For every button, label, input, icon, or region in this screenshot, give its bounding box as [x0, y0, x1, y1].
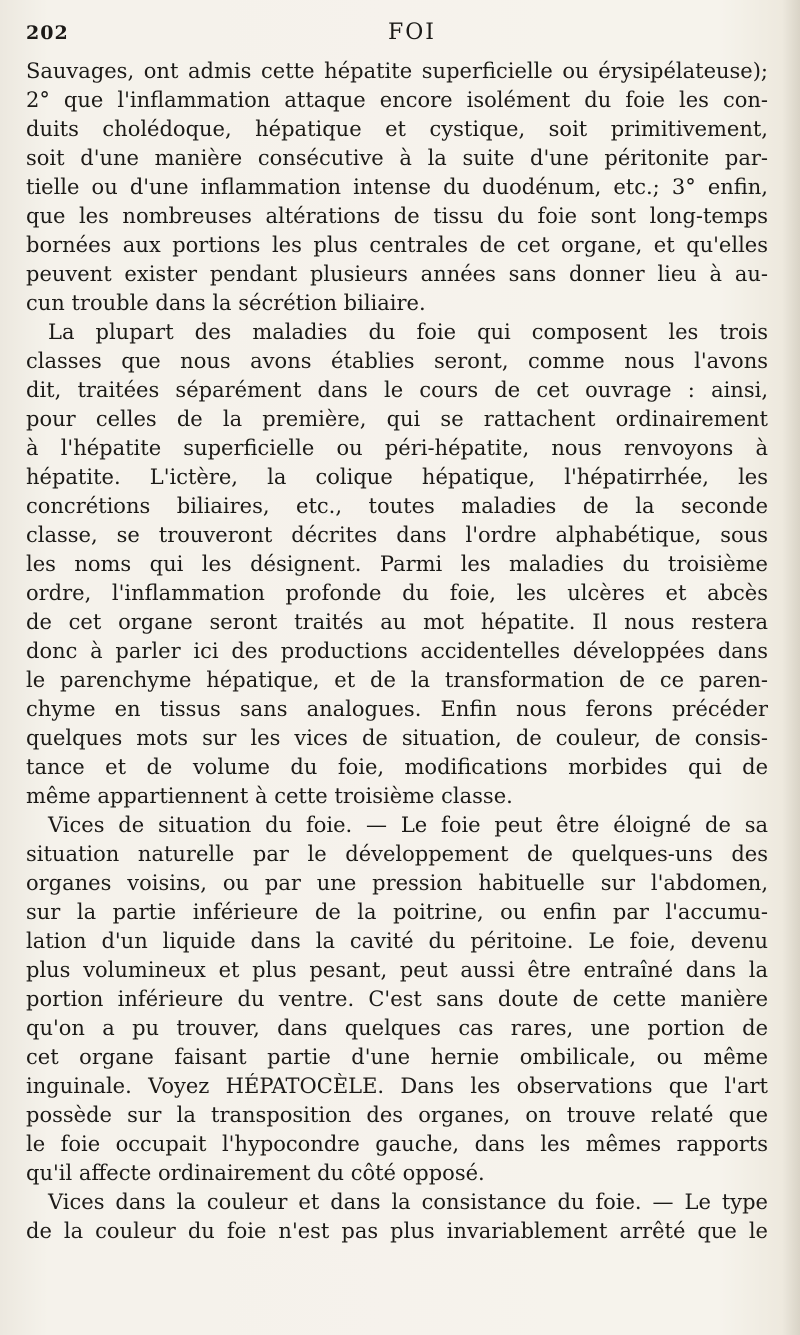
text-line: de cet organe seront traités au mot hépatite. Il nous restera: [26, 610, 768, 634]
text-line: de la couleur du foie n'est pas plus invariablement arrêté que le: [26, 1219, 768, 1243]
running-title: FOI: [388, 20, 436, 45]
text-line: duits cholédoque, hépatique et cystique, soit primitivement,: [26, 117, 768, 141]
text-line: peuvent exister pendant plusieurs années sans donner lieu à au-: [26, 262, 768, 286]
page-number: 202: [26, 22, 69, 44]
text-line: ordre, l'inflammation profonde du foie, les ulcères et abcès: [26, 581, 768, 605]
text-line: Vices de situation du foie. — Le foie peut être éloigné de sa: [48, 813, 768, 837]
text-line: plus volumineux et plus pesant, peut aussi être entraîné dans la: [26, 958, 768, 982]
text-line: donc à parler ici des productions accidentelles développées dans: [26, 639, 768, 663]
text-line: lation d'un liquide dans la cavité du péritoine. Le foie, devenu: [26, 929, 768, 953]
text-line: concrétions biliaires, etc., toutes maladies de la seconde: [26, 494, 768, 518]
text-line: organes voisins, ou par une pression habituelle sur l'abdomen,: [26, 871, 768, 895]
text-line: inguinale. Voyez HÉPATOCÈLE. Dans les observations que l'art: [26, 1074, 768, 1098]
text-line: que les nombreuses altérations de tissu du foie sont long-temps: [26, 204, 768, 228]
page-edge-shadow: [782, 0, 800, 1335]
text-line: pour celles de la première, qui se rattachent ordinairement: [26, 407, 768, 431]
text-line: dit, traitées séparément dans le cours de cet ouvrage : ainsi,: [26, 378, 768, 402]
text-line: portion inférieure du ventre. C'est sans doute de cette manière: [26, 987, 768, 1011]
text-line: tielle ou d'une inflammation intense du duodénum, etc.; 3° enfin,: [26, 175, 768, 199]
text-line: La plupart des maladies du foie qui composent les trois: [48, 320, 768, 344]
text-line: 2° que l'inflammation attaque encore isolément du foie les con-: [26, 88, 768, 112]
text-line: possède sur la transposition des organes, on trouve relaté que: [26, 1103, 768, 1127]
text-line: quelques mots sur les vices de situation, de couleur, de consis-: [26, 726, 768, 750]
text-line: à l'hépatite superficielle ou péri-hépatite, nous renvoyons à: [26, 436, 768, 460]
text-line: chyme en tissus sans analogues. Enfin nous ferons précéder: [26, 697, 768, 721]
text-line: les noms qui les désignent. Parmi les maladies du troisième: [26, 552, 768, 576]
text-line: classe, se trouveront décrites dans l'ordre alphabétique, sous: [26, 523, 768, 547]
text-line: cet organe faisant partie d'une hernie ombilicale, ou même: [26, 1045, 768, 1069]
text-line: tance et de volume du foie, modifications morbides qui de: [26, 755, 768, 779]
text-line: soit d'une manière consécutive à la suite d'une péritonite par-: [26, 146, 768, 170]
text-line: bornées aux portions les plus centrales de cet organe, et qu'elles: [26, 233, 768, 257]
text-line: sur la partie inférieure de la poitrine, ou enfin par l'accumu-: [26, 900, 768, 924]
text-line: qu'il affecte ordinairement du côté opposé.: [26, 1161, 485, 1185]
text-line: cun trouble dans la sécrétion biliaire.: [26, 291, 426, 315]
text-line: même appartiennent à cette troisième classe.: [26, 784, 513, 808]
text-line: qu'on a pu trouver, dans quelques cas rares, une portion de: [26, 1016, 768, 1040]
text-line: situation naturelle par le développement de quelques-uns des: [26, 842, 768, 866]
text-line: hépatite. L'ictère, la colique hépatique, l'hépatirrhée, les: [26, 465, 768, 489]
running-head: [26, 20, 766, 44]
text-line: classes que nous avons établies seront, comme nous l'avons: [26, 349, 768, 373]
text-line: le foie occupait l'hypocondre gauche, dans les mêmes rapports: [26, 1132, 768, 1156]
text-line: Vices dans la couleur et dans la consistance du foie. — Le type: [48, 1190, 768, 1214]
body-text: [26, 57, 768, 1246]
text-line: Sauvages, ont admis cette hépatite superficielle ou érysipélateuse);: [26, 59, 768, 83]
text-line: le parenchyme hépatique, et de la transformation de ce paren-: [26, 668, 768, 692]
